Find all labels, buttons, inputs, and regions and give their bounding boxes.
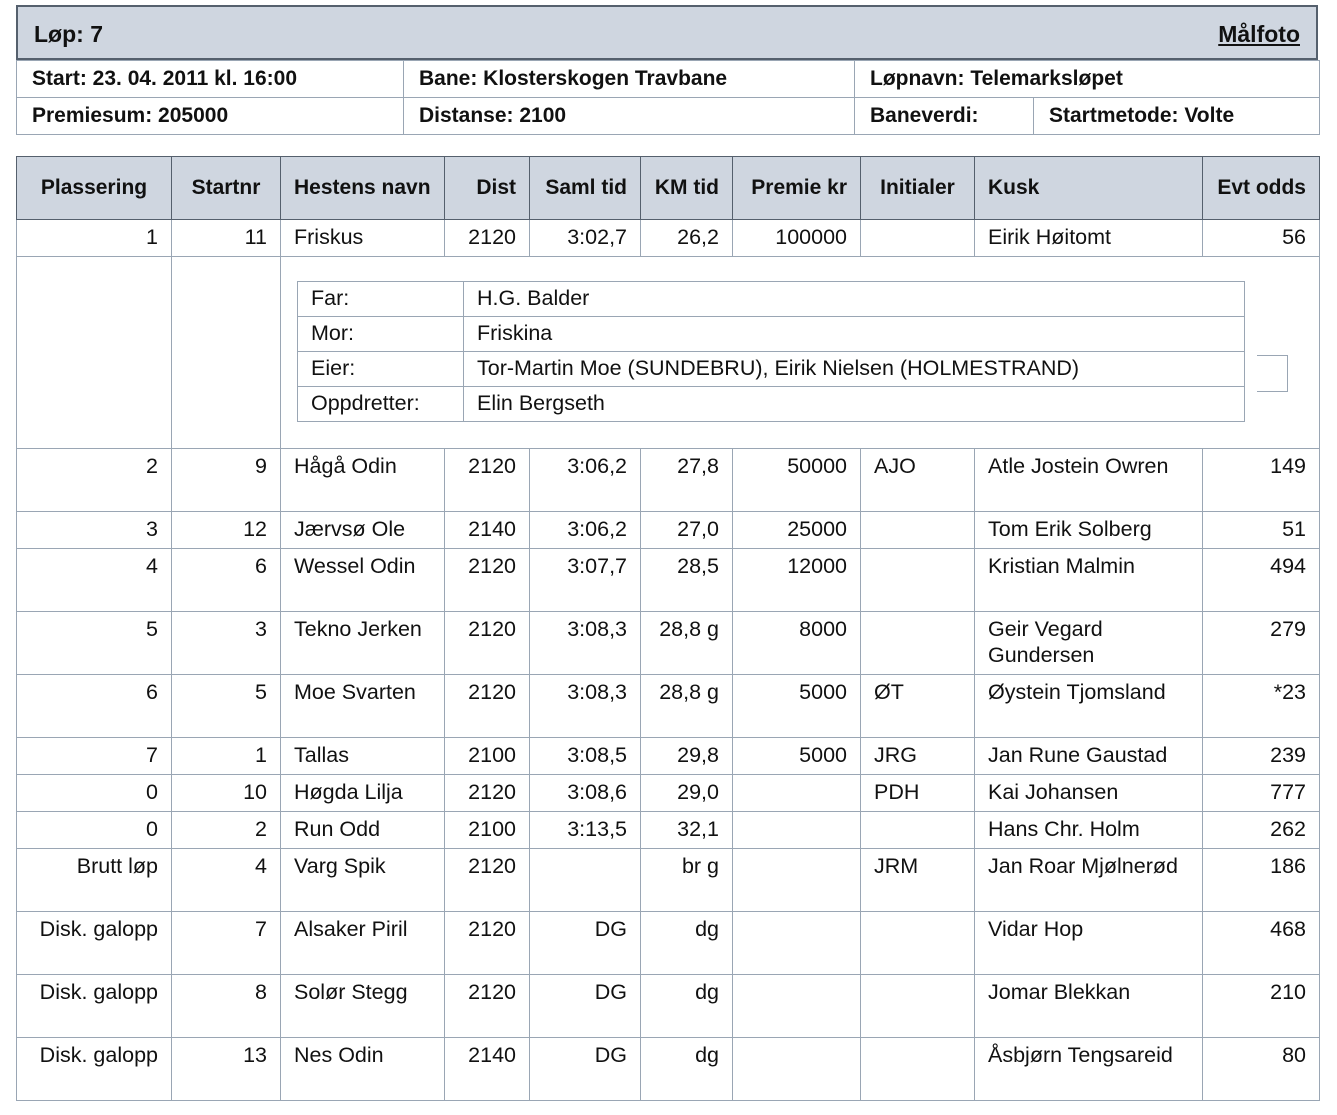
cell-driver: Jan Roar Mjølnerød <box>975 849 1203 912</box>
cell-km-time: 29,0 <box>641 775 733 812</box>
cell-total-time: DG <box>530 975 641 1038</box>
cell-placement: 0 <box>17 812 172 849</box>
cell-start-no: 13 <box>172 1038 281 1101</box>
cell-odds: 468 <box>1203 912 1320 975</box>
cell-km-time: 28,5 <box>641 549 733 612</box>
cell-initials <box>861 1038 975 1101</box>
cell-initials: ØT <box>861 675 975 738</box>
cell-total-time: 3:08,5 <box>530 738 641 775</box>
winner-pedigree-cell <box>281 257 1320 449</box>
cell-placement: Disk. galopp <box>17 912 172 975</box>
cell-start-no: 10 <box>172 775 281 812</box>
pedigree-table <box>297 281 1245 422</box>
cell-start-no: 12 <box>172 512 281 549</box>
cell-placement: Disk. galopp <box>17 1038 172 1101</box>
cell-start-no: 2 <box>172 812 281 849</box>
col-prize[interactable]: Premie kr <box>733 157 861 220</box>
cell-odds: 239 <box>1203 738 1320 775</box>
cell-horse-name: Hågå Odin <box>281 449 445 512</box>
cell-initials <box>861 612 975 675</box>
pedigree-row <box>298 282 1245 317</box>
cell-start-no: 4 <box>172 849 281 912</box>
table-row[interactable] <box>17 912 1320 975</box>
cell-horse-name: Tallas <box>281 738 445 775</box>
cell-driver: Øystein Tjomsland <box>975 675 1203 738</box>
cell-prize: 8000 <box>733 612 861 675</box>
cell-dist: 2120 <box>445 975 530 1038</box>
pedigree-row <box>298 387 1245 422</box>
cell-horse-name: Wessel Odin <box>281 549 445 612</box>
cell-km-time: 27,8 <box>641 449 733 512</box>
cell-placement: Brutt løp <box>17 849 172 912</box>
cell-km-time: dg <box>641 1038 733 1101</box>
cell-placement: 7 <box>17 738 172 775</box>
cell-horse-name: Run Odd <box>281 812 445 849</box>
table-row[interactable] <box>17 775 1320 812</box>
results-header-row <box>17 157 1320 220</box>
cell-initials: AJO <box>861 449 975 512</box>
cell-horse-name: Høgda Lilja <box>281 775 445 812</box>
cell-initials: JRG <box>861 738 975 775</box>
winner-detail-row <box>17 257 1320 449</box>
cell-placement: 1 <box>17 220 172 257</box>
detail-spacer <box>17 257 172 449</box>
race-number: Løp: 7 <box>34 21 103 47</box>
cell-odds: 80 <box>1203 1038 1320 1101</box>
cell-total-time: 3:08,6 <box>530 775 641 812</box>
cell-odds: 777 <box>1203 775 1320 812</box>
start-method: Startmetode: Volte <box>1034 98 1320 135</box>
cell-odds: 210 <box>1203 975 1320 1038</box>
cell-horse-name: Friskus <box>281 220 445 257</box>
pedigree-label: Far: <box>298 282 464 317</box>
cell-total-time: 3:07,7 <box>530 549 641 612</box>
cell-dist: 2120 <box>445 549 530 612</box>
cell-total-time: 3:02,7 <box>530 220 641 257</box>
cell-initials <box>861 512 975 549</box>
cell-start-no: 9 <box>172 449 281 512</box>
cell-odds: 56 <box>1203 220 1320 257</box>
cell-dist: 2120 <box>445 220 530 257</box>
cell-total-time: 3:08,3 <box>530 612 641 675</box>
cell-total-time: 3:13,5 <box>530 812 641 849</box>
cell-driver: Hans Chr. Holm <box>975 812 1203 849</box>
cell-prize: 12000 <box>733 549 861 612</box>
cell-dist: 2120 <box>445 849 530 912</box>
cell-km-time: dg <box>641 912 733 975</box>
cell-km-time: 27,0 <box>641 512 733 549</box>
cell-prize <box>733 849 861 912</box>
detail-spacer <box>172 257 281 449</box>
table-row[interactable] <box>17 549 1320 612</box>
cell-odds: 186 <box>1203 849 1320 912</box>
cell-horse-name: Solør Stegg <box>281 975 445 1038</box>
cell-initials: JRM <box>861 849 975 912</box>
pedigree-extra-cell <box>1257 355 1288 392</box>
cell-placement: 5 <box>17 612 172 675</box>
cell-prize <box>733 775 861 812</box>
pedigree-row <box>298 352 1245 387</box>
cell-driver: Åsbjørn Tengsareid <box>975 1038 1203 1101</box>
track-value: Baneverdi: <box>855 98 1034 135</box>
pedigree-label: Mor: <box>298 317 464 352</box>
start-time: Start: 23. 04. 2011 kl. 16:00 <box>17 61 404 98</box>
col-km-time[interactable]: KM tid <box>641 157 733 220</box>
cell-odds: 279 <box>1203 612 1320 675</box>
cell-prize: 25000 <box>733 512 861 549</box>
cell-horse-name: Alsaker Piril <box>281 912 445 975</box>
cell-prize <box>733 975 861 1038</box>
table-row[interactable] <box>17 849 1320 912</box>
col-start-no[interactable]: Startnr <box>172 157 281 220</box>
cell-driver: Vidar Hop <box>975 912 1203 975</box>
cell-odds: 262 <box>1203 812 1320 849</box>
cell-start-no: 3 <box>172 612 281 675</box>
table-row[interactable] <box>17 449 1320 512</box>
cell-driver: Jomar Blekkan <box>975 975 1203 1038</box>
prize-sum: Premiesum: 205000 <box>17 98 404 135</box>
cell-prize: 5000 <box>733 738 861 775</box>
cell-start-no: 1 <box>172 738 281 775</box>
cell-prize: 100000 <box>733 220 861 257</box>
table-row[interactable] <box>17 812 1320 849</box>
cell-dist: 2120 <box>445 449 530 512</box>
cell-dist: 2120 <box>445 775 530 812</box>
cell-initials: PDH <box>861 775 975 812</box>
race-info-table <box>16 60 1320 135</box>
cell-placement: Disk. galopp <box>17 975 172 1038</box>
table-row[interactable] <box>17 675 1320 738</box>
cell-dist: 2100 <box>445 812 530 849</box>
cell-km-time: dg <box>641 975 733 1038</box>
cell-km-time: 29,8 <box>641 738 733 775</box>
table-row[interactable] <box>17 975 1320 1038</box>
race-header-bar <box>16 5 1318 60</box>
cell-driver: Eirik Høitomt <box>975 220 1203 257</box>
cell-driver: Kristian Malmin <box>975 549 1203 612</box>
cell-placement: 4 <box>17 549 172 612</box>
results-table <box>16 156 1320 1101</box>
pedigree-row <box>298 317 1245 352</box>
table-row[interactable] <box>17 512 1320 549</box>
cell-prize: 50000 <box>733 449 861 512</box>
cell-odds: *23 <box>1203 675 1320 738</box>
cell-driver: Jan Rune Gaustad <box>975 738 1203 775</box>
cell-prize <box>733 912 861 975</box>
col-horse-name[interactable]: Hestens navn <box>281 157 445 220</box>
col-placement[interactable]: Plassering <box>17 157 172 220</box>
cell-prize <box>733 812 861 849</box>
cell-initials <box>861 912 975 975</box>
cell-horse-name: Tekno Jerken <box>281 612 445 675</box>
cell-prize <box>733 1038 861 1101</box>
cell-horse-name: Nes Odin <box>281 1038 445 1101</box>
cell-driver: Kai Johansen <box>975 775 1203 812</box>
cell-dist: 2100 <box>445 738 530 775</box>
cell-initials <box>861 812 975 849</box>
cell-total-time: 3:06,2 <box>530 449 641 512</box>
table-row[interactable] <box>17 1038 1320 1101</box>
cell-total-time: DG <box>530 1038 641 1101</box>
pedigree-value: Friskina <box>464 317 1245 352</box>
cell-total-time: 3:08,3 <box>530 675 641 738</box>
cell-start-no: 7 <box>172 912 281 975</box>
cell-prize: 5000 <box>733 675 861 738</box>
cell-odds: 51 <box>1203 512 1320 549</box>
distance: Distanse: 2100 <box>404 98 855 135</box>
col-odds[interactable]: Evt odds <box>1203 157 1320 220</box>
cell-total-time: DG <box>530 912 641 975</box>
col-initials[interactable]: Initialer <box>861 157 975 220</box>
col-total-time[interactable]: Saml tid <box>530 157 641 220</box>
cell-km-time: 32,1 <box>641 812 733 849</box>
table-row[interactable] <box>17 612 1320 675</box>
pedigree-label: Oppdretter: <box>298 387 464 422</box>
pedigree-value: Elin Bergseth <box>464 387 1245 422</box>
cell-driver: Atle Jostein Owren <box>975 449 1203 512</box>
cell-dist: 2120 <box>445 912 530 975</box>
cell-km-time: 28,8 g <box>641 612 733 675</box>
pedigree-label: Eier: <box>298 352 464 387</box>
pedigree-value: H.G. Balder <box>464 282 1245 317</box>
cell-start-no: 8 <box>172 975 281 1038</box>
cell-km-time: 28,8 g <box>641 675 733 738</box>
cell-odds: 494 <box>1203 549 1320 612</box>
cell-total-time: 3:06,2 <box>530 512 641 549</box>
cell-odds: 149 <box>1203 449 1320 512</box>
cell-driver: Geir Vegard Gundersen <box>975 612 1203 675</box>
cell-dist: 2140 <box>445 512 530 549</box>
cell-initials <box>861 975 975 1038</box>
cell-km-time: br g <box>641 849 733 912</box>
cell-driver: Tom Erik Solberg <box>975 512 1203 549</box>
cell-total-time <box>530 849 641 912</box>
track-name: Bane: Klosterskogen Travbane <box>404 61 855 98</box>
cell-start-no: 11 <box>172 220 281 257</box>
table-row[interactable] <box>17 738 1320 775</box>
col-driver[interactable]: Kusk <box>975 157 1203 220</box>
cell-initials <box>861 220 975 257</box>
cell-placement: 3 <box>17 512 172 549</box>
cell-start-no: 5 <box>172 675 281 738</box>
col-dist[interactable]: Dist <box>445 157 530 220</box>
cell-start-no: 6 <box>172 549 281 612</box>
cell-horse-name: Moe Svarten <box>281 675 445 738</box>
cell-placement: 0 <box>17 775 172 812</box>
cell-dist: 2140 <box>445 1038 530 1101</box>
race-name: Løpnavn: Telemarksløpet <box>855 61 1320 98</box>
cell-km-time: 26,2 <box>641 220 733 257</box>
photo-finish-link[interactable]: Målfoto <box>1218 21 1300 47</box>
table-row[interactable] <box>17 220 1320 257</box>
pedigree-value: Tor-Martin Moe (SUNDEBRU), Eirik Nielsen (HOLMESTRAND) <box>464 352 1245 387</box>
cell-dist: 2120 <box>445 675 530 738</box>
cell-horse-name: Jærvsø Ole <box>281 512 445 549</box>
cell-dist: 2120 <box>445 612 530 675</box>
cell-horse-name: Varg Spik <box>281 849 445 912</box>
cell-placement: 2 <box>17 449 172 512</box>
cell-initials <box>861 549 975 612</box>
cell-placement: 6 <box>17 675 172 738</box>
